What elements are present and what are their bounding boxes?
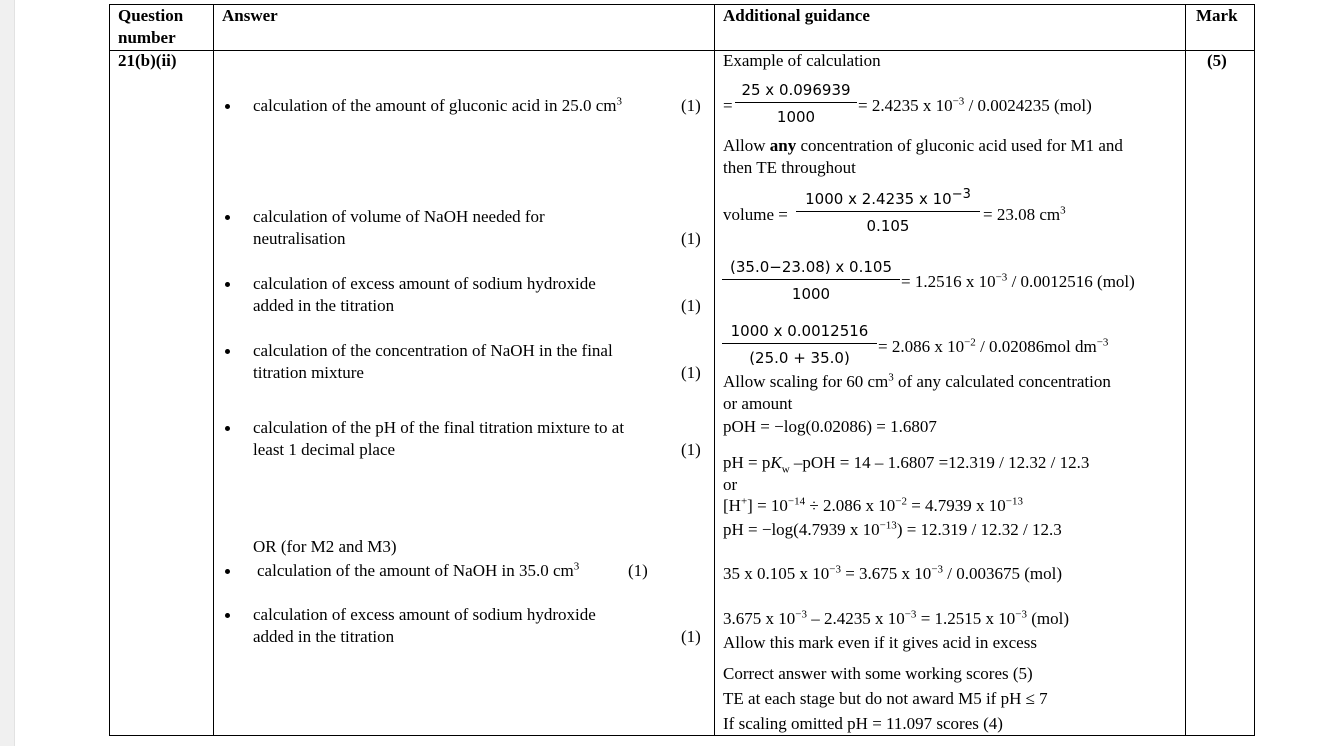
scaling-note-line2: or amount <box>723 394 793 413</box>
answer-3-line2: added in the titration <box>253 296 395 315</box>
answer-5-line2: least 1 decimal place <box>253 440 396 459</box>
or-alternative-label: OR (for M2 and M3) <box>253 537 397 556</box>
allow-mark-note: Allow this mark even if it gives acid in excess <box>723 633 1037 652</box>
answer-5-mark: (1) <box>681 440 701 459</box>
header-divider <box>109 50 1255 51</box>
step3-fraction <box>722 257 900 304</box>
h-concentration-calculation: $[H^+] = 10^{-14} \div 2.086$ x $10^{-2} = 4.7939$ x $10^{-13}$ <box>723 495 1024 515</box>
answer-3-line1: calculation of excess amount of sodium hydroxide <box>253 274 596 293</box>
ph-calculation-2: pH = −log(4.7939 x $10^{-13}) = 12.319 / 12.32 / 12.3$ <box>723 519 1062 539</box>
bullet-7 <box>225 613 230 618</box>
bullet-5 <box>225 426 230 431</box>
step3-denominator: 1000 <box>791 285 831 303</box>
step4-fraction-bar <box>722 343 877 344</box>
step2-prefix: volume = <box>723 205 788 224</box>
table-bottom-border <box>109 735 1255 736</box>
step2-fraction <box>796 189 980 236</box>
scaling-note: Allow scaling for 60 $cm^3$ of any calculated concentration <box>723 371 1111 391</box>
bullet-3 <box>225 282 230 287</box>
excess-calculation: 3.675 x $10^{-3} - 2.4235$ x $10^{-3} = 1.2515$ x $10^{-3}$ (mol) <box>723 608 1070 628</box>
answer-1: calculation of the amount of gluconic acid in 25.0 $cm^3$ <box>253 95 622 115</box>
step2-result: = 23.08 $cm^3$ <box>983 204 1066 224</box>
answer-7-line1: calculation of excess amount of sodium hydroxide <box>253 605 596 624</box>
answer-6-mark: (1) <box>628 561 648 580</box>
header-answer: Answer <box>222 6 278 25</box>
col-divider-2 <box>714 4 715 736</box>
step1-denominator: 1000 <box>776 108 816 126</box>
table-left-border <box>109 4 110 736</box>
allow-any-note: Allow any concentration of gluconic acid used for M1 and <box>723 136 1123 155</box>
page-scrollbar[interactable] <box>0 0 15 746</box>
answer-3-mark: (1) <box>681 296 701 315</box>
te-note: TE at each stage but do not award M5 if pH ≤ 7 <box>723 689 1048 708</box>
scaling-omitted-note: If scaling omitted pH = 11.097 scores (4) <box>723 714 1003 733</box>
col-divider-1 <box>213 4 214 736</box>
bullet-1 <box>225 104 230 109</box>
answer-4-line2: titration mixture <box>253 363 364 382</box>
col-divider-3 <box>1185 4 1186 736</box>
answer-7-line2: added in the titration <box>253 627 395 646</box>
header-mark: Mark <box>1196 6 1238 25</box>
step1-fraction-bar <box>735 102 857 103</box>
total-mark: (5) <box>1207 51 1227 70</box>
question-number: 21(b)(ii) <box>118 51 177 70</box>
poh-calculation: pOH = −log(0.02086) = 1.6807 <box>723 417 937 436</box>
step3-numerator: (35.0−23.08) x 0.105 <box>730 258 892 276</box>
correct-answer-note: Correct answer with some working scores (5) <box>723 664 1033 683</box>
answer-2-line2: neutralisation <box>253 229 346 248</box>
bullet-4 <box>225 349 230 354</box>
header-guidance: Additional guidance <box>723 6 870 25</box>
step4-fraction <box>722 321 877 368</box>
step1-numerator: 25 x 0.096939 <box>741 81 851 99</box>
step2-fraction-bar <box>796 211 980 212</box>
step1-fraction <box>735 80 857 127</box>
step3-fraction-bar <box>722 279 900 280</box>
step2-denominator: 0.105 <box>866 217 910 235</box>
table-top-border <box>109 4 1255 5</box>
step2-numerator: 1000 x 2.4235 x $10^{-3}$ <box>805 187 971 208</box>
header-question-line2: number <box>118 28 176 47</box>
answer-2-line1: calculation of volume of NaOH needed for <box>253 207 545 226</box>
answer-4-mark: (1) <box>681 363 701 382</box>
answer-6: calculation of the amount of NaOH in 35.0 $cm^3$ <box>257 560 580 580</box>
naoh-amount-calculation: 35 x 0.105 x $10^{-3} = 3.675$ x $10^{-3} / 0.003675$ (mol) <box>723 563 1063 583</box>
allow-any-note-line2: then TE throughout <box>723 158 856 177</box>
step3-result: = 1.2516 x $10^{-3} / 0.0012516$ (mol) <box>901 271 1135 291</box>
ph-calculation-1: pH = $pK_w$ –pOH = 14 – 1.6807 =12.319 / 12.32 / 12.3 <box>723 453 1090 476</box>
answer-4-line1: calculation of the concentration of NaOH in the final <box>253 341 613 360</box>
answer-5-line1: calculation of the pH of the final titration mixture to at <box>253 418 625 437</box>
answer-2-mark: (1) <box>681 229 701 248</box>
table-right-border <box>1254 4 1255 736</box>
bullet-2 <box>225 215 230 220</box>
example-heading: Example of calculation <box>723 51 881 70</box>
or-text: or <box>723 475 738 494</box>
answer-7-mark: (1) <box>681 627 701 646</box>
step1-equals: = <box>723 96 733 115</box>
step4-denominator: (25.0 + 35.0) <box>749 349 850 367</box>
answer-1-mark: (1) <box>681 96 701 115</box>
step1-result: = 2.4235 x $10^{-3} / 0.0024235$ (mol) <box>858 95 1092 115</box>
step4-numerator: 1000 x 0.0012516 <box>730 322 869 340</box>
bullet-6 <box>225 569 230 574</box>
step4-result: = 2.086 x $10^{-2} / 0.02086mol$ $dm^{-3}$ <box>878 336 1109 356</box>
header-question-line1: Question <box>118 6 184 25</box>
